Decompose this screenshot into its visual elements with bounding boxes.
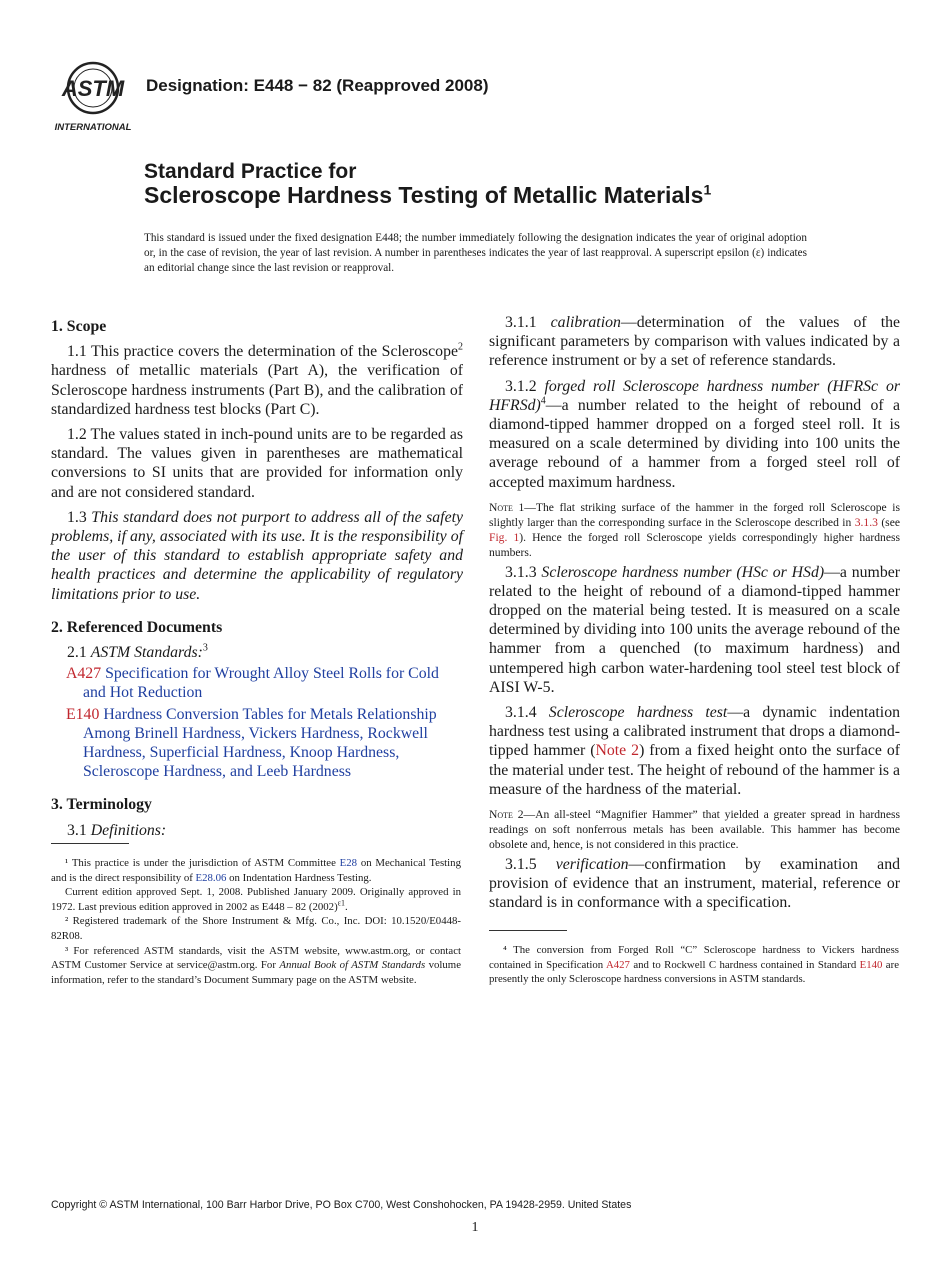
reference-e140 bbox=[51, 705, 463, 782]
footnote-divider-left bbox=[51, 843, 129, 844]
footnote-ref-4[interactable]: 4 bbox=[540, 395, 546, 407]
footnote-1: ¹ This practice is under the jurisdiction of ASTM Committee E28 on Mechanical Testing and is the direct responsibility of E28.06 on Indentation Hardness Testing. bbox=[51, 857, 461, 884]
page-number: 1 bbox=[471, 1220, 479, 1235]
title-line-2 bbox=[144, 182, 711, 209]
designation: Designation: E448 − 82 (Reapproved 2008) bbox=[146, 76, 489, 95]
right-column bbox=[489, 313, 900, 918]
subcommittee-link[interactable]: E28.06 bbox=[195, 871, 227, 884]
logo-subtext: INTERNATIONAL bbox=[54, 122, 132, 133]
title-footnote-mark[interactable]: 1 bbox=[703, 181, 712, 198]
section-link-3-1-3[interactable]: 3.1.3 bbox=[854, 516, 878, 530]
copyright-line: Copyright © ASTM International, 100 Barr Harbor Drive, PO Box C700, West Conshohocken, PA 19428-2959. United States bbox=[51, 1199, 632, 1211]
ref-link-a427[interactable]: A427 bbox=[605, 958, 630, 971]
ref-code-link[interactable]: E140 bbox=[66, 705, 100, 723]
ref-title-link[interactable]: Specification for Wrought Alloy Steel Rolls for Cold and Hot Reduction bbox=[83, 665, 439, 702]
footnote-4: ⁴ The conversion from Forged Roll “C” Scleroscope hardness to Vickers hardness contained in Specification A427 and to Rockwell C hardness contained in Standard E140 are presently the only Scleroscope hardness conversions in ASTM standards. bbox=[489, 944, 899, 986]
subsection-2-1: 2.1 ASTM Standards:$^3$ bbox=[67, 642, 208, 662]
definition-3-1-5: 3.1.5 verification—confirmation by examination and provision of evidence that an instrument, material, reference or standard is in conformance with a specification. bbox=[489, 855, 900, 912]
title-line-1: Standard Practice for bbox=[144, 160, 357, 183]
footnote-2: ² Registered trademark of the Shore Instrument & Mfg. Co., Inc. DOI: 10.1520/E0448-82R08. bbox=[51, 915, 461, 942]
committee-link[interactable]: E28 bbox=[339, 857, 358, 869]
section-heading-referenced: 2. Referenced Documents bbox=[51, 618, 223, 636]
note-link-2[interactable]: Note 2 bbox=[595, 742, 640, 760]
paragraph-1-1: 1.1 This practice covers the determination of the Scleroscope$^2$ hardness of metallic materials (Part A), the verification of Scleroscope hardness instruments (Part B), and the calibration of standardized hardness test blocks (Part C). bbox=[51, 341, 463, 418]
footnote-ref-2[interactable]: 2 bbox=[458, 341, 463, 353]
footnote-1-edition: Current edition approved Sept. 1, 2008. Published January 2009. Originally approved in 1972. Last previous edition approved in 2002 as E448 – 82 $(2002)^{\varepsilon 1}$. bbox=[51, 886, 461, 913]
issue-statement: This standard is issued under the fixed designation E448; the number immediately following the designation indicates the year of original adoption or, in the case of revision, the year of last revision. A number in parentheses indicates the year of last reapproval. A superscript epsilon (ε) indicates an editorial change since the last revision or reapproval. bbox=[144, 232, 807, 274]
title-text: Scleroscope Hardness Testing of Metallic Materials bbox=[144, 182, 704, 208]
definition-3-1-3: 3.1.3 Scleroscope hardness number (HSc or HSd)—a number related to the height of rebound of a diamond-tipped hammer dropped on the material being tested. It is measured on a scale determined by dividing into 100 units the average rebound of the hammer from a quenched (to maximum hardness) and untempered high carbon water-hardening tool steel test block of AISI W-5. bbox=[489, 563, 900, 696]
astm-logo-graphic bbox=[52, 58, 134, 134]
footnote-ref-3[interactable]: 3 bbox=[202, 642, 208, 654]
footnotes-left bbox=[51, 856, 461, 987]
note-2: Note 2—An all-steel “Magnifier Hammer” that yielded a greater spread in hardness readings on soft nonferrous metals has been available. This hammer has become obsolete and, hence, is not considered in this practice. bbox=[489, 808, 900, 852]
note-1: Note 1—The flat striking surface of the hammer in the forged roll Scleroscope is slightly larger than the corresponding surface in the Scleroscope described in 3.1.3 (see Fig. 1). Hence the forged roll Scleroscope yields correspondingly higher hardness numbers. bbox=[489, 500, 900, 560]
ref-title-link[interactable]: Hardness Conversion Tables for Metals Relationship Among Brinell Hardness, Vickers Hardness, Rockwell Hardness, Superficial Hardness, Knoop Hardness, Scleroscope Hardness, and Leeb Hardness bbox=[83, 705, 437, 781]
definition-3-1-2: 3.1.2 forged roll Scleroscope hardness number (HFRSc or HFRSd)$^4$—a number related to the height of rebound of a diamond-tipped hammer dropped on a forged steel roll. It is measured on a scale determined by dividing into 100 units the average rebound of a hammer from a forged steel roll of accepted maximum hardness. bbox=[489, 377, 900, 491]
footnote-divider-right bbox=[489, 930, 567, 931]
astm-logo bbox=[52, 58, 134, 134]
footnotes-right bbox=[489, 943, 899, 987]
logo-text: ASTM bbox=[61, 76, 125, 101]
definition-3-1-4: 3.1.4 Scleroscope hardness test—a dynamic indentation hardness test using a calibrated instrument that drops a diamond-tipped hammer (Note 2) from a fixed height onto the surface of the material under test. The height of rebound of the hammer is a measure of the hardness of the material. bbox=[489, 704, 900, 798]
definition-3-1-1: 3.1.1 calibration—determination of the values of the significant parameters by comparison with values indicated by a reference instrument or by a set of reference standards. bbox=[489, 314, 901, 370]
left-column bbox=[51, 313, 463, 842]
paragraph-1-3: 1.3 This standard does not purport to address all of the safety problems, if any, associated with its use. It is the responsibility of the user of this standard to establish appropriate safety and health practices and determine the applicability of regulatory limitations prior to use. bbox=[51, 508, 463, 603]
ref-link-e140[interactable]: E140 bbox=[859, 958, 883, 971]
subsection-3-1: 3.1 Definitions: bbox=[67, 821, 167, 839]
paragraph-1-2: 1.2 The values stated in inch-pound units are to be regarded as standard. The values given in parentheses are mathematical conversions to SI units that are provided for information only and are not considered standard. bbox=[51, 426, 463, 501]
figure-link-1[interactable]: Fig. 1 bbox=[489, 531, 520, 545]
reference-a427 bbox=[51, 664, 463, 702]
footnote-3: ³ For referenced ASTM standards, visit the ASTM website, www.astm.org, or contact ASTM Customer Service at service@astm.org. For Annual Book of ASTM Standards volume information, refer to the standard’s Document Summary page on the ASTM website. bbox=[51, 944, 461, 986]
ref-code-link[interactable]: A427 bbox=[66, 665, 102, 683]
section-heading-terminology: 3. Terminology bbox=[51, 796, 152, 814]
section-heading-scope: 1. Scope bbox=[51, 318, 107, 335]
